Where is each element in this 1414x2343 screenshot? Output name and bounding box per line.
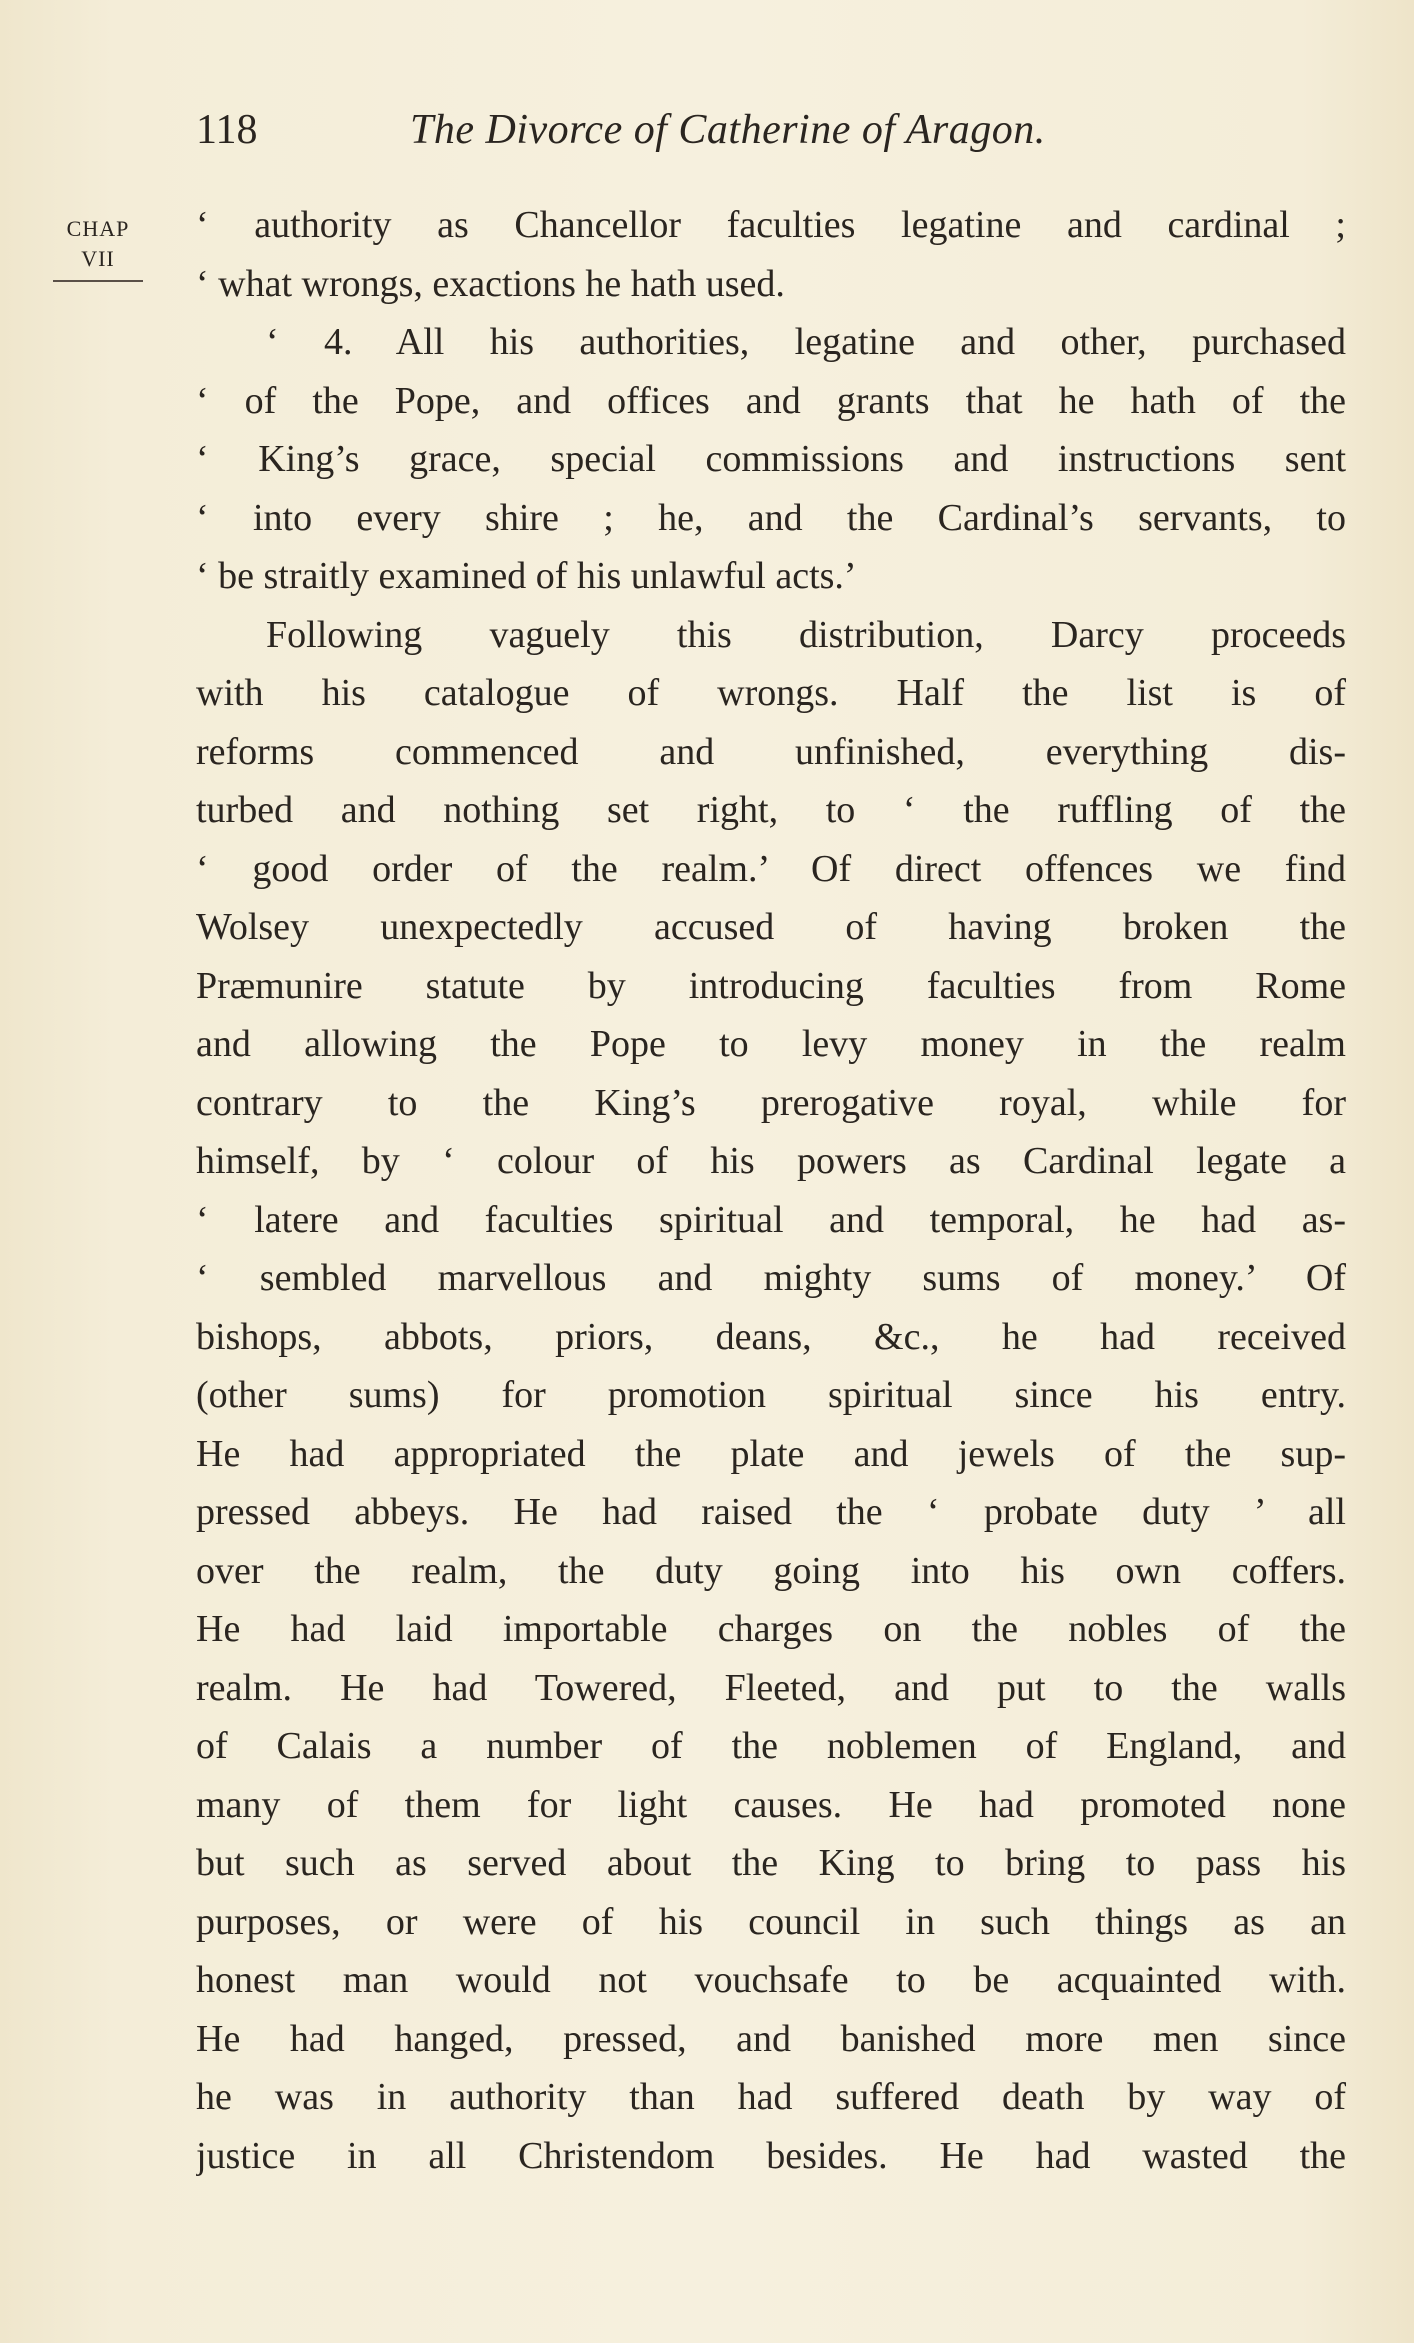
chapter-margin-note — [48, 214, 148, 282]
text-line: ‘ what wrongs, exactions he hath used. — [196, 262, 785, 305]
text-line: many of them for light causes. He had promoted none — [196, 1783, 1346, 1826]
text-line: ‘ latere and faculties spiritual and temporal, he had as- — [196, 1198, 1346, 1241]
text-line: purposes, or were of his council in such things as an — [196, 1900, 1346, 1943]
text-line: he was in authority than had suffered death by way of — [196, 2076, 1346, 2118]
text-line: ‘ 4. All his authorities, legatine and other, purchased — [266, 321, 1346, 363]
text-line: pressed abbeys. He had raised the ‘ probate duty ’ all — [196, 1491, 1346, 1533]
text-line: with his catalogue of wrongs. Half the list is of — [196, 672, 1346, 714]
text-line: ‘ sembled marvellous and mighty sums of money.’ Of — [196, 1257, 1346, 1299]
text-line: and allowing the Pope to levy money in the realm — [196, 1023, 1346, 1065]
text-line: justice in all Christendom besides. He had wasted the — [196, 2134, 1346, 2177]
text-line: contrary to the King’s prerogative royal, while for — [196, 1081, 1346, 1124]
page-header — [196, 100, 1196, 160]
text-line: bishops, abbots, priors, deans, &c., he had received — [196, 1315, 1346, 1358]
chapter-label: CHAP — [66, 216, 130, 241]
text-line: honest man would not vouchsafe to be acquainted with. — [196, 1959, 1346, 2001]
text-line: Wolsey unexpectedly accused of having broken the — [196, 906, 1346, 948]
text-line: reforms commenced and unfinished, everything dis- — [196, 730, 1346, 773]
text-line: over the realm, the duty going into his own coffers. — [196, 1549, 1346, 1592]
chapter-number: VII — [81, 246, 115, 271]
body-text — [196, 196, 1346, 2185]
text-line: ‘ authority as Chancellor faculties legatine and cardinal ; — [196, 204, 1346, 246]
text-line: He had appropriated the plate and jewels of the sup- — [196, 1432, 1346, 1475]
text-line: ‘ into every shire ; he, and the Cardinal’s servants, to — [196, 496, 1346, 539]
text-line: ‘ King’s grace, special commissions and instructions sent — [196, 438, 1346, 480]
page-number: 118 — [196, 107, 258, 153]
text-line: but such as served about the King to bring to pass his — [196, 1842, 1346, 1884]
text-line: of Calais a number of the noblemen of England, and — [196, 1725, 1346, 1767]
margin-rule — [53, 280, 143, 282]
text-line: himself, by ‘ colour of his powers as Cardinal legate a — [196, 1140, 1346, 1182]
text-line: turbed and nothing set right, to ‘ the ruffling of the — [196, 789, 1346, 831]
text-line: (other sums) for promotion spiritual since his entry. — [196, 1374, 1346, 1416]
text-line: realm. He had Towered, Fleeted, and put to the walls — [196, 1666, 1346, 1709]
text-line: ‘ be straitly examined of his unlawful acts.’ — [196, 555, 857, 597]
text-line: ‘ good order of the realm.’ Of direct offences we find — [196, 847, 1346, 890]
text-line: Præmunire statute by introducing faculties from Rome — [196, 964, 1346, 1007]
text-line: He had laid importable charges on the nobles of the — [196, 1608, 1346, 1650]
text-line: ‘ of the Pope, and offices and grants that he hath of the — [196, 379, 1346, 422]
text-line: Following vaguely this distribution, Darcy proceeds — [266, 613, 1346, 656]
running-title: The Divorce of Catherine of Aragon. — [410, 107, 1046, 153]
text-line: He had hanged, pressed, and banished more men since — [196, 2017, 1346, 2060]
